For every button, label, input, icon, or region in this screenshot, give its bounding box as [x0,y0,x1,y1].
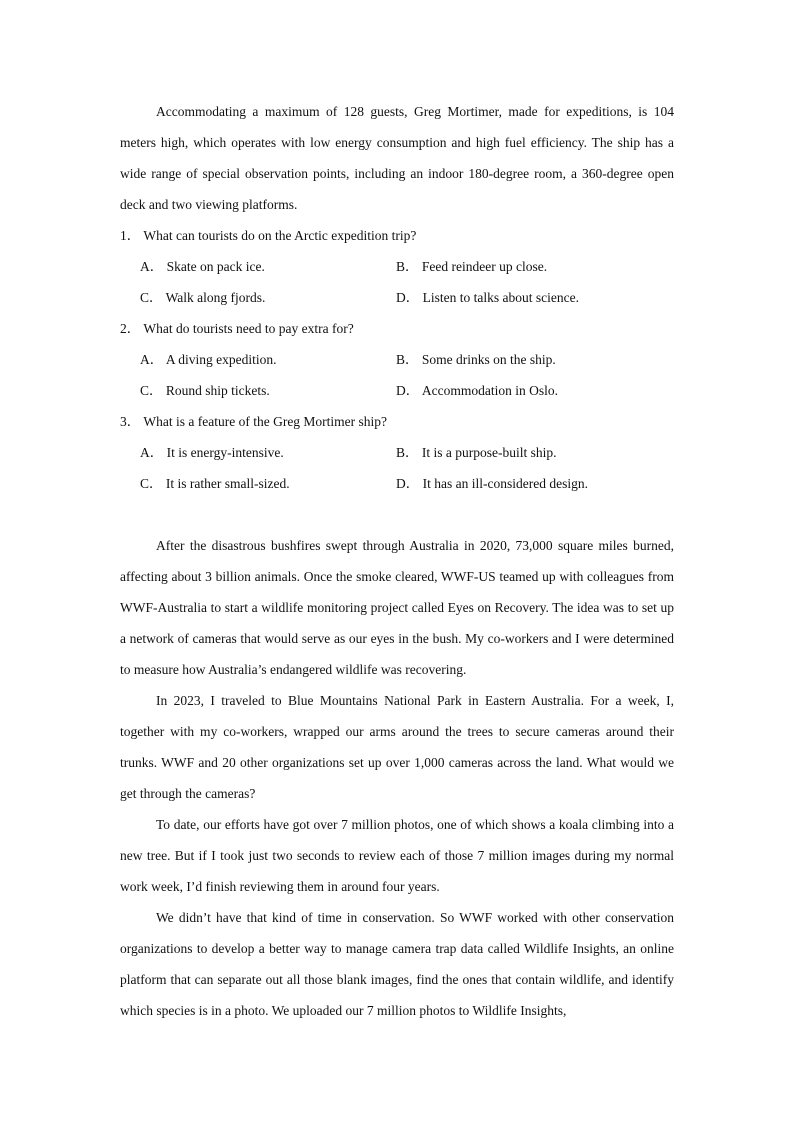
question-2-option-a: A． A diving expedition. [140,352,277,367]
question-3-options-row-2 [120,468,674,499]
question-1-option-c: C． Walk along fjords. [140,290,266,305]
passage-2-paragraph-4: We didn’t have that kind of time in conservation. So WWF worked with other conservation organizations to develop a better way to manage camera trap data called Wildlife Insights, an online platform that can separate out all those blank images, find the ones that contain wildlife, and identify which species is in a photo. We uploaded our 7 million photos to Wildlife Insights, [120,910,674,1018]
question-3-option-d: D． It has an ill-considered design. [396,476,588,491]
passage-2-paragraph-3: To date, our efforts have got over 7 million photos, one of which shows a koala climbing into a new tree. But if I took just two seconds to review each of those 7 million images during my normal work week, I’d finish reviewing them in around four years. [120,817,674,894]
question-2-option-d: D． Accommodation in Oslo. [396,383,558,398]
passage-1-paragraph: Accommodating a maximum of 128 guests, Greg Mortimer, made for expeditions, is 104 meters high, which operates with low energy consumption and high fuel efficiency. The ship has a wide range of special observation points, including an indoor 180-degree room, a 360-degree open deck and two viewing platforms. [120,104,674,212]
document-page [120,96,674,1026]
question-3 [120,406,674,499]
question-1-option-d: D． Listen to talks about science. [396,290,579,305]
question-3-stem: 3． What is a feature of the Greg Mortimer ship? [120,414,388,429]
question-1-options-row-1 [120,251,674,282]
question-2-option-c: C． Round ship tickets. [140,383,270,398]
question-3-option-b: B． It is a purpose-built ship. [396,445,557,460]
question-2-stem: 2． What do tourists need to pay extra for? [120,321,354,336]
passage-2-paragraph-1: After the disastrous bushfires swept through Australia in 2020, 73,000 square miles burned, affecting about 3 billion animals. Once the smoke cleared, WWF-US teamed up with colleagues from WWF-Australia to start a wildlife monitoring project called Eyes on Recovery. The idea was to set up a network of cameras that would serve as our eyes in the bush. My co-workers and I were determined to measure how Australia’s endangered wildlife was recovering. [120,538,674,677]
question-1-stem: 1． What can tourists do on the Arctic expedition trip? [120,228,417,243]
question-2 [120,313,674,406]
question-3-options-row-1 [120,437,674,468]
section-spacer [120,499,674,530]
question-3-option-c: C． It is rather small-sized. [140,476,290,491]
question-2-option-b: B． Some drinks on the ship. [396,352,556,367]
question-1-option-a: A． Skate on pack ice. [140,259,265,274]
question-2-options-row-2 [120,375,674,406]
question-2-options-row-1 [120,344,674,375]
question-3-option-a: A． It is energy-intensive. [140,445,284,460]
question-1-option-b: B． Feed reindeer up close. [396,259,548,274]
question-1-options-row-2 [120,282,674,313]
passage-2-paragraph-2: In 2023, I traveled to Blue Mountains National Park in Eastern Australia. For a week, I, together with my co-workers, wrapped our arms around the trees to secure cameras around their trunks. WWF and 20 other organizations set up over 1,000 cameras across the land. What would we get through the cameras? [120,693,674,801]
question-1 [120,220,674,313]
